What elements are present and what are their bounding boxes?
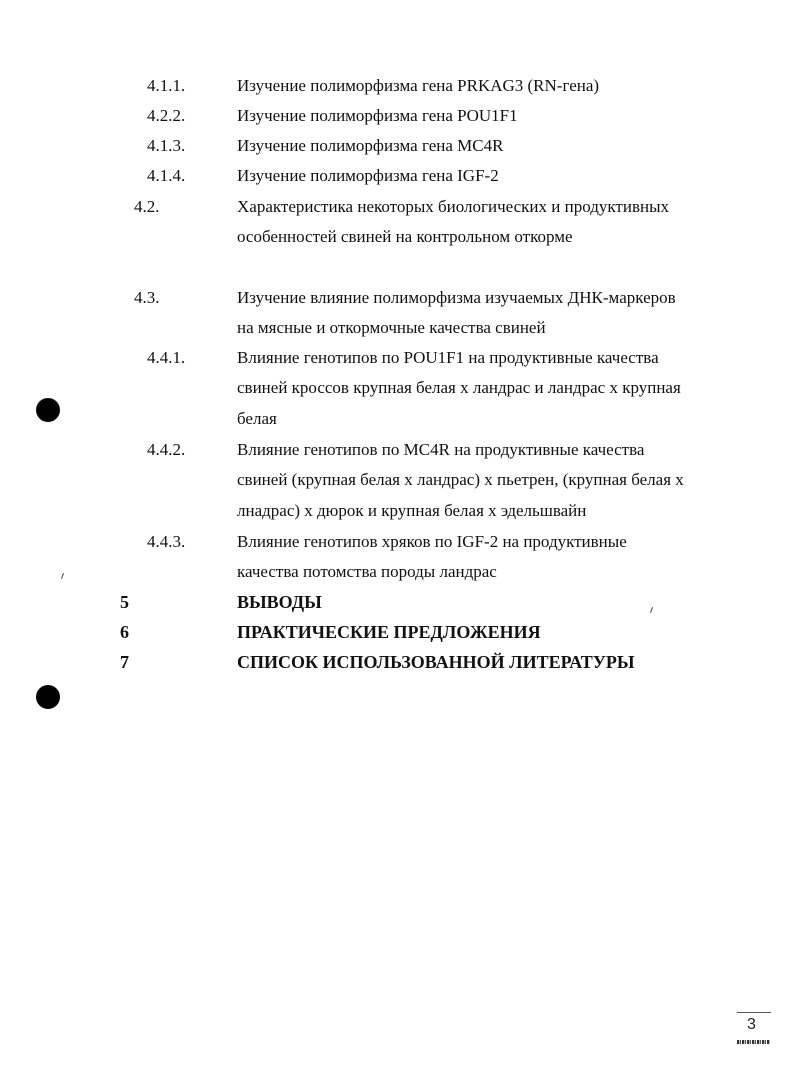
toc-number: 4.3. xyxy=(134,288,160,307)
toc-number: 4.4.3. xyxy=(147,532,186,551)
toc-number: 4.4.2. xyxy=(147,440,186,459)
toc-title: Изучение полиморфизма гена IGF-2 xyxy=(237,166,499,185)
toc-title: ПРАКТИЧЕСКИЕ ПРЕДЛОЖЕНИЯ xyxy=(237,622,541,642)
toc-title: Характеристика некоторых биологических и продуктивных особенностей свиней на контрольном откорме xyxy=(237,197,669,247)
toc-title: Изучение влияние полиморфизма изучаемых ДНК-маркеров на мясные и откормочные качества свиней xyxy=(237,288,676,338)
toc-title: Влияние генотипов хряков по IGF-2 на продуктивные качества потомства породы ландрас xyxy=(237,532,627,582)
page-number: 3 xyxy=(747,1016,756,1033)
toc-number: 4.2. xyxy=(134,197,160,216)
toc-number: 5 xyxy=(120,592,129,612)
toc-title: Влияние генотипов по POU1F1 на продуктивные качества свиней кроссов крупная белая х ландрас и ландрас х крупная белая xyxy=(237,348,681,428)
toc-number: 4.2.2. xyxy=(147,106,186,125)
toc-title: СПИСОК ИСПОЛЬЗОВАННОЙ ЛИТЕРАТУРЫ xyxy=(237,652,635,672)
binder-hole-icon xyxy=(36,398,60,422)
toc-number: 4.1.1. xyxy=(147,76,186,95)
scan-artifact-icon xyxy=(737,1040,770,1044)
toc-number: 7 xyxy=(120,652,129,672)
toc-title: ВЫВОДЫ xyxy=(237,592,322,612)
toc-number: 6 xyxy=(120,622,129,642)
toc-title: Изучение полиморфизма гена PRKAG3 (RN-гена) xyxy=(237,76,600,95)
toc-number: 4.1.4. xyxy=(147,166,186,185)
binder-hole-icon xyxy=(36,685,60,709)
page-number-rule xyxy=(737,1012,771,1013)
toc-title: Влияние генотипов по MC4R на продуктивные качества свиней (крупная белая х ландрас) х пьетрен, (крупная белая х лнадрас) х дюрок и крупная белая х эдельшвайн xyxy=(237,440,684,520)
toc-title: Изучение полиморфизма гена MC4R xyxy=(237,136,504,155)
toc-number: 4.1.3. xyxy=(147,136,186,155)
scan-speck-icon xyxy=(61,573,64,579)
toc-title: Изучение полиморфизма гена POU1F1 xyxy=(237,106,518,125)
toc-number: 4.4.1. xyxy=(147,348,186,367)
